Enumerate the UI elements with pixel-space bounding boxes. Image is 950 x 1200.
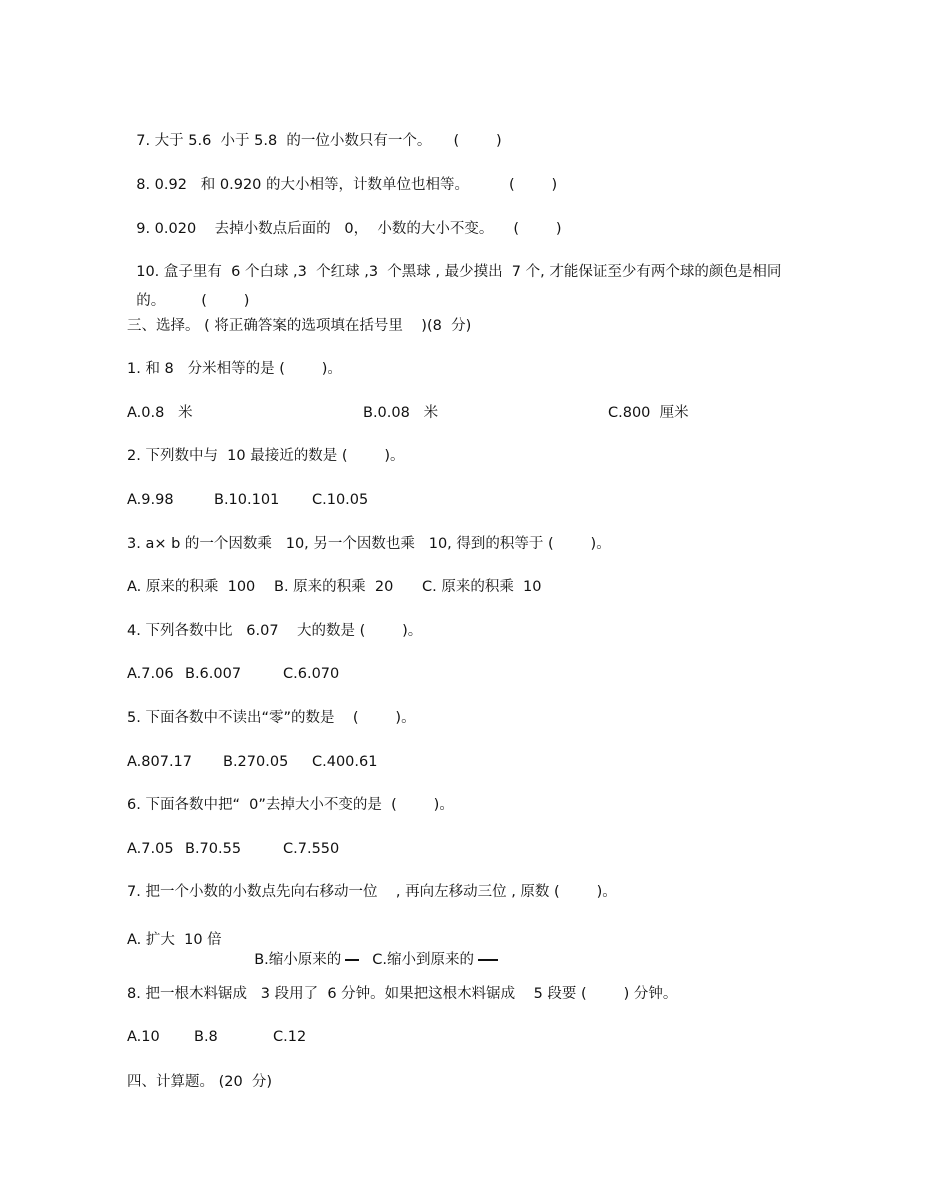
option-b: B.70.55 [185, 841, 242, 857]
option-b: B.270.05 [223, 754, 289, 770]
choice-question-1: 1. 和 8 分米相等的是 ( )。 [127, 361, 342, 377]
judgement-item-10-continuation [127, 271, 249, 311]
option-b: B.0.08 米 [363, 405, 439, 421]
option-a: A.9.98 [127, 492, 174, 508]
choice-question-6: 6. 下面各数中把“ 0”去掉大小不变的是 ( )。 [127, 797, 454, 813]
choice-question-8: 8. 把一根木料锯成 3 段用了 6 分钟。如果把这根木料锯成 5 段要 ( ) 分钟。 [127, 986, 678, 1002]
choice-question-3: 3. a× b 的一个因数乘 10, 另一个因数也乘 10, 得到的积等于 ( )。 [127, 536, 611, 552]
section-heading-calculation: 四、计算题。 (20 分) [127, 1074, 273, 1090]
option-a: A.10 [127, 1029, 160, 1045]
option-b [245, 930, 359, 970]
judgement-item-9 [127, 199, 562, 239]
answer-paren: ( ) [453, 133, 502, 149]
judgement-text: 8. 0.92 和 0.920 的大小相等，计数单位也相等。 [136, 177, 470, 193]
choice-question-2: 2. 下列数中与 10 最接近的数是 ( )。 [127, 448, 405, 464]
choice-question-4: 4. 下列各数中比 6.07 大的数是 ( )。 [127, 623, 423, 639]
option-a: A.7.06 [127, 666, 174, 682]
answer-paren: ( ) [201, 293, 250, 309]
choice-question-5: 5. 下面各数中不读出“零”的数是 ( )。 [127, 710, 416, 726]
option-b-text: B.缩小原来的 [254, 952, 342, 968]
judgement-item-7 [127, 111, 502, 151]
judgement-text: 7. 大于 5.6 小于 5.8 的一位小数只有一个。 [136, 133, 432, 149]
judgement-item-8 [127, 155, 557, 195]
option-b: B. 原来的积乘 20 [274, 579, 394, 595]
choice-question-7: 7. 把一个小数的小数点先向右移动一位 , 再向左移动三位 , 原数 ( )。 [127, 884, 617, 900]
judgement-text: 9. 0.020 去掉小数点后面的 0， 小数的大小不变。 [136, 221, 494, 237]
option-a: A.7.05 [127, 841, 174, 857]
option-c: C.12 [273, 1029, 307, 1045]
option-b: B.10.101 [214, 492, 280, 508]
option-c: C.10.05 [312, 492, 369, 508]
option-c [363, 930, 498, 970]
option-c: C. 原来的积乘 10 [422, 579, 542, 595]
option-c: C.6.070 [283, 666, 340, 682]
option-c: C.800 厘米 [608, 405, 689, 421]
option-c: C.7.550 [283, 841, 340, 857]
option-a: A. 原来的积乘 100 [127, 579, 256, 595]
option-c: C.400.61 [312, 754, 378, 770]
judgement-text: 10. 盒子里有 6 个白球 ,3 个红球 ,3 个黑球 , 最少摸出 7 个, 才能保证至少有两个球的颜色是相同 [136, 264, 782, 280]
section-heading-choice: 三、选择。 ( 将正确答案的选项填在括号里 )(8 分) [127, 318, 472, 334]
answer-paren: ( ) [509, 177, 558, 193]
fraction-bar [345, 959, 359, 961]
fraction-bar [478, 959, 498, 961]
option-a: A. 扩大 10 倍 [127, 932, 222, 948]
option-b: B.8 [194, 1029, 218, 1045]
option-c-text: C.缩小到原来的 [372, 952, 474, 968]
option-a: A.807.17 [127, 754, 193, 770]
option-b: B.6.007 [185, 666, 242, 682]
answer-paren: ( ) [513, 221, 562, 237]
option-a: A.0.8 米 [127, 405, 193, 421]
judgement-text-cont: 的。 [136, 293, 166, 309]
